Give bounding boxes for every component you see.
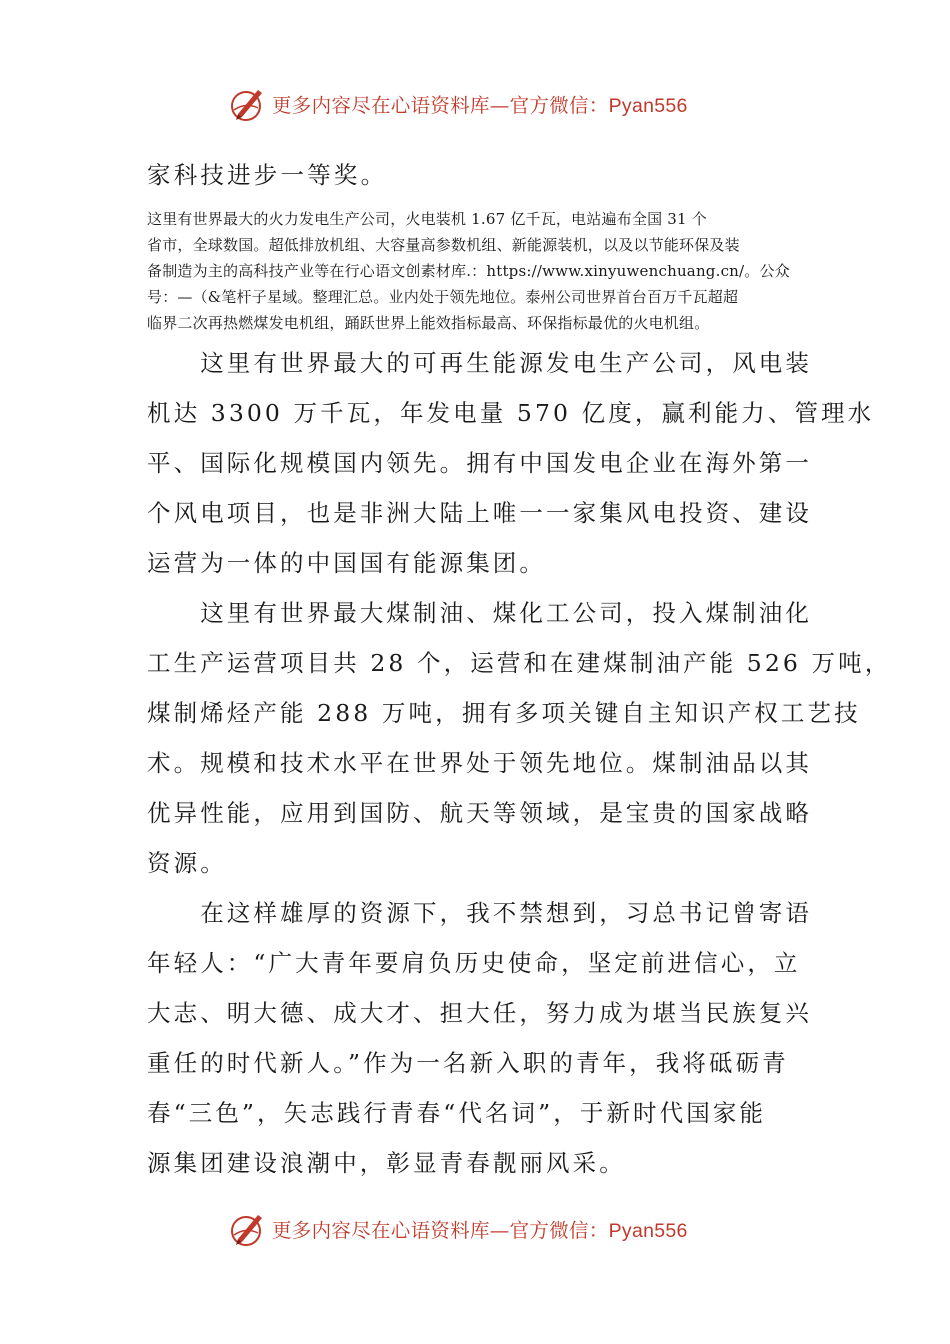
pen-logo-icon [228,1209,268,1249]
footer-banner-text: 更多内容尽在心语资料库—官方微信： [272,1219,609,1242]
text-line: 年轻人：“广大青年要肩负历史使命，坚定前进信心，立 [147,949,801,977]
text-line: 煤制烯烃产能 288 万吨，拥有多项关键自主知识产权工艺技 [147,699,861,727]
text-line: 在这样雄厚的资源下，我不禁想到，习总书记曾寄语 [147,899,812,927]
text-line: 大志、明大德、成大才、担大任，努力成为堪当民族复兴 [147,999,812,1027]
text-line: 源集团建设浪潮中，彰显青春靓丽风采。 [147,1149,626,1177]
wind-power-paragraph [147,338,875,588]
text-line: 资源。 [147,849,227,877]
header-banner-wechat: Pyan556 [608,95,688,117]
text-line: 这里有世界最大的可再生能源发电生产公司，风电装 [147,349,812,377]
text-line: 平、国际化规模国内领先。拥有中国发电企业在海外第一 [147,449,812,477]
text-line: 这里有世界最大煤制油、煤化工公司，投入煤制油化 [147,599,812,627]
small-line: 号：—（&笔杆子星域。整理汇总。业内处于领先地位。泰州公司世界首台百万千瓦超超 [147,288,739,306]
youth-paragraph [147,888,812,1188]
text-line: 个风电项目，也是非洲大陆上唯一一家集风电投资、建设 [147,499,812,527]
text-line: 春“三色”，矢志践行青春“代名词”，于新时代国家能 [147,1099,767,1127]
intro-line: 家科技进步一等奖。 [147,161,388,189]
thermal-power-paragraph [147,206,807,336]
small-line: 备制造为主的高科技产业等在行心语文创素材库.：https://www.xinyuwenchuang.cn/。公众 [147,262,790,280]
text-line: 术。规模和技术水平在世界处于领先地位。煤制油品以其 [147,749,812,777]
text-line: 工生产运营项目共 28 个，运营和在建煤制油产能 526 万吨， [147,649,892,677]
pen-logo-icon [228,84,268,124]
small-line: 省市，全球数国。超低排放机组、大容量高参数机组、新能源装机，以及以节能环保及装 [147,236,740,254]
footer-banner [228,1209,748,1249]
header-banner [228,84,748,124]
header-banner-text: 更多内容尽在心语资料库—官方微信： [272,94,609,117]
footer-banner-wechat: Pyan556 [608,1220,688,1242]
coal-chemical-paragraph [147,588,892,888]
text-line: 重任的时代新人。”作为一名新入职的青年，我将砥砺青 [147,1049,789,1077]
document-body [147,150,892,1188]
text-line: 运营为一体的中国国有能源集团。 [147,549,546,577]
text-line: 优异性能，应用到国防、航天等领域，是宝贵的国家战略 [147,799,812,827]
small-line: 临界二次再热燃煤发电机组，踊跃世界上能效指标最高、环保指标最优的火电机组。 [147,314,710,332]
small-line: 这里有世界最大的火力发电生产公司，火电装机 1.67 亿千瓦，电站遍布全国 31 个 [147,210,707,228]
text-line: 机达 3300 万千瓦，年发电量 570 亿度，赢利能力、管理水 [147,399,875,427]
